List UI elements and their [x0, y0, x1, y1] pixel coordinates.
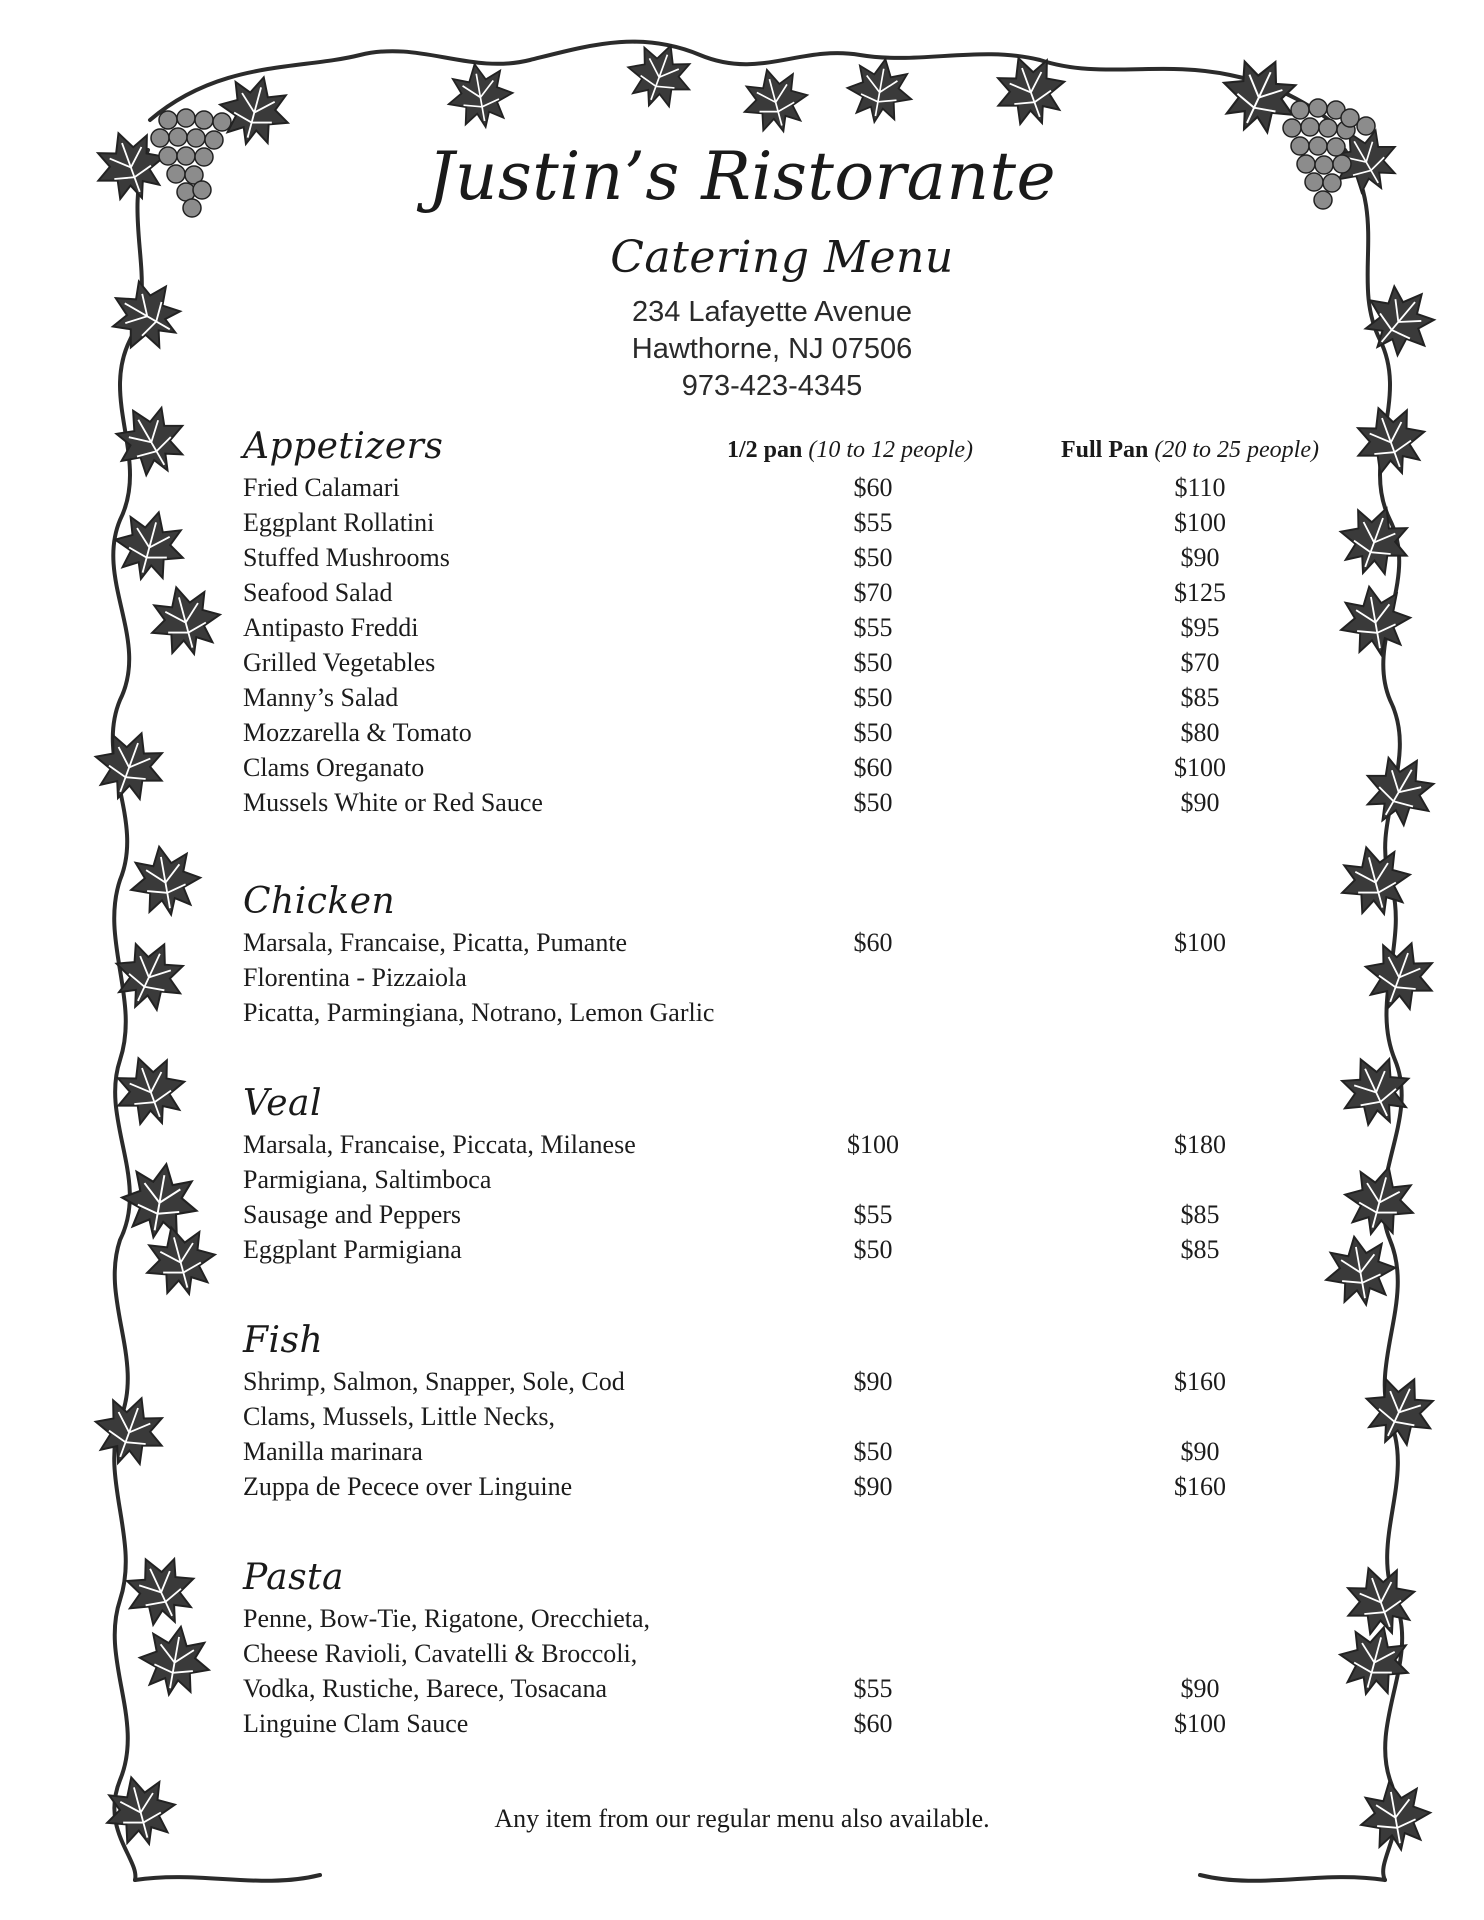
menu-item-row: [243, 1469, 1353, 1504]
menu-item-row: [243, 960, 1353, 995]
full-pan-price: $90: [1180, 543, 1220, 572]
section-title: Veal: [243, 1083, 322, 1124]
footer-note: Any item from our regular menu also available.: [494, 1804, 990, 1833]
full-pan-price: $180: [1174, 1130, 1226, 1159]
full-pan-price: $110: [1174, 473, 1226, 502]
address-street: 234 Lafayette Avenue: [631, 296, 913, 328]
item-name: Manny’s Salad: [243, 683, 399, 712]
half-pan-price: $50: [853, 648, 893, 677]
full-pan-note: (20 to 25 people): [1154, 437, 1319, 463]
menu-item-row: [243, 645, 1353, 680]
menu-item-row: [243, 610, 1353, 645]
item-name: Fried Calamari: [243, 473, 400, 502]
menu-item-row: [243, 505, 1353, 540]
section-title: Appetizers: [243, 426, 444, 467]
full-pan-price: $80: [1180, 718, 1220, 747]
half-pan-price: $100: [847, 1130, 899, 1159]
section-pasta: [243, 1555, 1353, 1741]
full-pan-price: $100: [1174, 1709, 1226, 1738]
menu-item-row: [243, 540, 1353, 575]
full-pan-price: $160: [1174, 1367, 1226, 1396]
item-name: Eggplant Parmigiana: [243, 1235, 462, 1264]
full-pan-price: $100: [1174, 753, 1226, 782]
half-pan-price: $55: [853, 508, 893, 537]
half-pan-price: $50: [853, 718, 893, 747]
item-name: Florentina - Pizzaiola: [243, 963, 467, 992]
item-name: Clams, Mussels, Little Necks,: [243, 1402, 555, 1431]
item-name: Penne, Bow-Tie, Rigatone, Orecchieta,: [243, 1604, 650, 1633]
item-name: Marsala, Francaise, Picatta, Pumante: [243, 928, 628, 957]
section-veal: [243, 1081, 1353, 1267]
menu-item-row: [243, 1671, 1353, 1706]
menu-item-row: [243, 1364, 1353, 1399]
menu-item-row: [243, 785, 1353, 820]
half-pan-label: 1/2 pan: [727, 437, 803, 463]
menu-item-row: [243, 1399, 1353, 1434]
half-pan-price: $60: [853, 753, 893, 782]
half-pan-price: $90: [853, 1367, 893, 1396]
phone-number: 973-423-4345: [681, 370, 863, 402]
item-name: Linguine Clam Sauce: [243, 1709, 469, 1738]
item-name: Zuppa de Pecece over Linguine: [243, 1472, 573, 1501]
menu-item-row: [243, 1232, 1353, 1267]
menu-item-row: [243, 1706, 1353, 1741]
menu-item-row: [243, 750, 1353, 785]
full-pan-price: $100: [1174, 508, 1226, 537]
full-pan-price: $85: [1180, 1235, 1220, 1264]
menu-item-row: [243, 1162, 1353, 1197]
full-pan-price: $125: [1174, 578, 1226, 607]
full-pan-price: $85: [1180, 1200, 1220, 1229]
section-fish: [243, 1318, 1353, 1504]
half-pan-price: $50: [853, 788, 893, 817]
menu-item-row: [243, 470, 1353, 505]
item-name: Eggplant Rollatini: [243, 508, 435, 537]
menu-item-row: [243, 680, 1353, 715]
half-pan-price: $60: [853, 928, 893, 957]
full-pan-price: $100: [1174, 928, 1226, 957]
section-title: Fish: [243, 1320, 324, 1361]
full-pan-price: $90: [1180, 1437, 1220, 1466]
menu-item-row: [243, 1601, 1353, 1636]
item-name: Cheese Ravioli, Cavatelli & Broccoli,: [243, 1639, 638, 1668]
section-title: Pasta: [243, 1557, 344, 1598]
half-pan-price: $50: [853, 1235, 893, 1264]
left-leaves: [85, 268, 228, 1853]
menu-item-row: [243, 1127, 1353, 1162]
item-name: Marsala, Francaise, Piccata, Milanese: [243, 1130, 636, 1159]
item-name: Stuffed Mushrooms: [243, 543, 450, 572]
half-pan-price: $60: [853, 473, 893, 502]
item-name: Grilled Vegetables: [243, 648, 436, 677]
item-name: Clams Oreganato: [243, 753, 425, 782]
half-pan-price: $50: [853, 543, 893, 572]
item-name: Mussels White or Red Sauce: [243, 788, 543, 817]
half-pan-price: $55: [853, 1674, 893, 1703]
menu-item-row: [243, 995, 1353, 1030]
address-city: Hawthorne, NJ 07506: [631, 333, 913, 365]
half-pan-price: $70: [853, 578, 893, 607]
menu-item-row: [243, 1636, 1353, 1671]
half-pan-price: $55: [853, 1200, 893, 1229]
menu-item-row: [243, 1434, 1353, 1469]
half-pan-price: $55: [853, 613, 893, 642]
half-pan-price: $60: [853, 1709, 893, 1738]
half-pan-price: $50: [853, 1437, 893, 1466]
item-name: Sausage and Peppers: [243, 1200, 462, 1229]
full-pan-price: $70: [1180, 648, 1220, 677]
menu-item-row: [243, 925, 1353, 960]
item-name: Vodka, Rustiche, Barece, Tosacana: [243, 1674, 607, 1703]
half-pan-note: (10 to 12 people): [808, 437, 973, 463]
full-pan-price: $160: [1174, 1472, 1226, 1501]
item-name: Mozzarella & Tomato: [243, 718, 472, 747]
section-appetizers: [243, 424, 1353, 820]
menu-item-row: [243, 715, 1353, 750]
menu-title: Catering Menu: [610, 232, 954, 283]
full-pan-label: Full Pan: [1061, 437, 1149, 463]
section-title: Chicken: [243, 881, 396, 922]
full-pan-price: $95: [1180, 613, 1220, 642]
item-name: Antipasto Freddi: [243, 613, 419, 642]
full-pan-price: $90: [1180, 1674, 1220, 1703]
full-pan-price: $90: [1180, 788, 1220, 817]
menu-item-row: [243, 1197, 1353, 1232]
section-chicken: [243, 879, 1353, 1030]
item-name: Manilla marinara: [243, 1437, 423, 1466]
half-pan-price: $50: [853, 683, 893, 712]
item-name: Seafood Salad: [243, 578, 393, 607]
restaurant-name: Justin’s Ristorante: [427, 138, 1057, 215]
item-name: Parmigiana, Saltimboca: [243, 1165, 492, 1194]
full-pan-price: $85: [1180, 683, 1220, 712]
item-name: Picatta, Parmingiana, Notrano, Lemon Garlic: [243, 998, 715, 1027]
item-name: Shrimp, Salmon, Snapper, Sole, Cod: [243, 1367, 625, 1396]
menu-item-row: [243, 575, 1353, 610]
half-pan-price: $90: [853, 1472, 893, 1501]
